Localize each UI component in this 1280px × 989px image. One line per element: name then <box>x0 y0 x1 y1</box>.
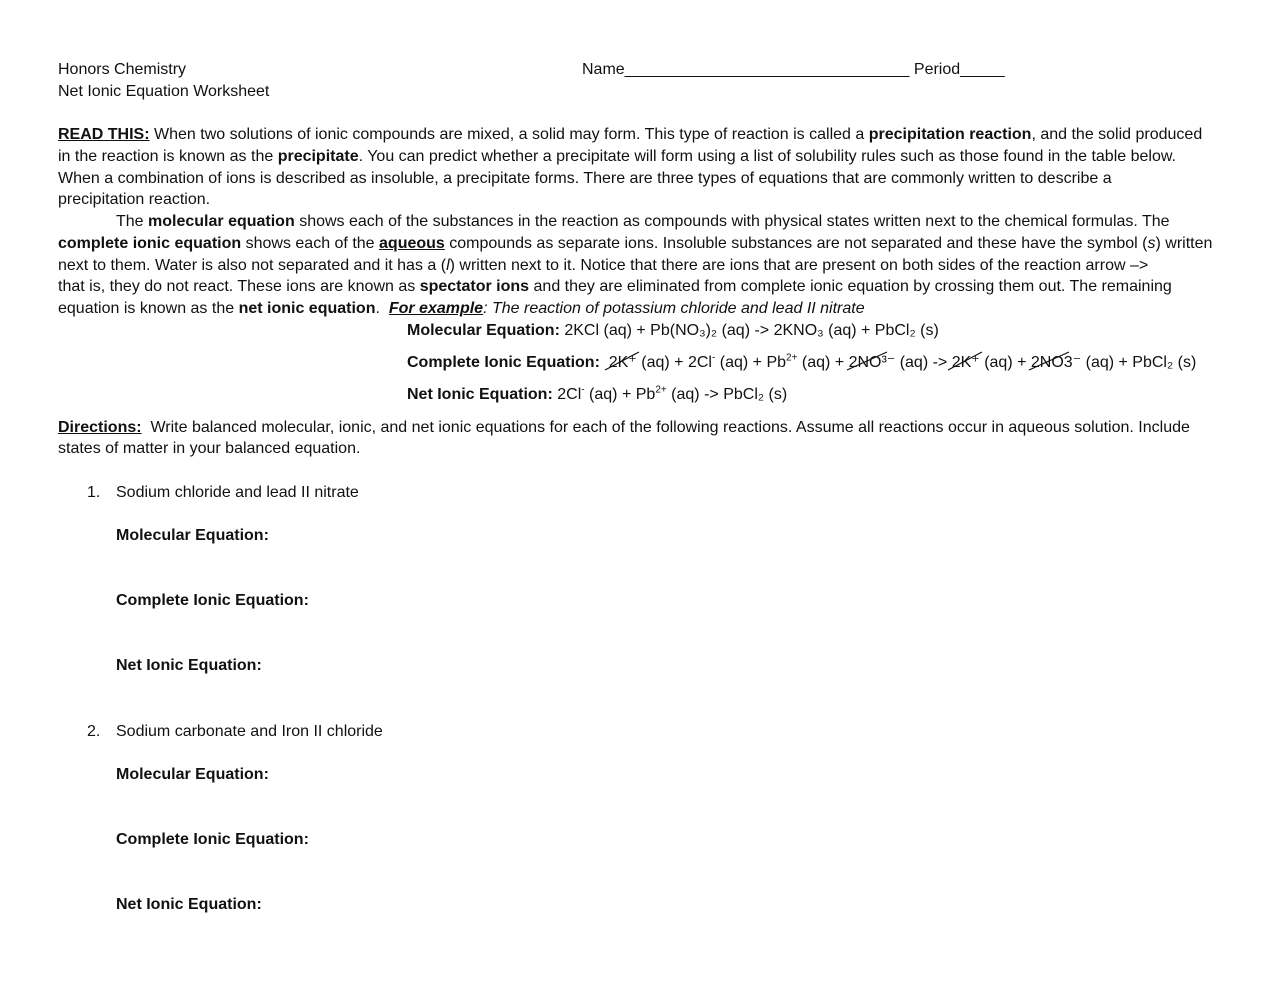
equation-part: (aq) + Pb <box>719 354 787 371</box>
read-this-text: compounds as separate ions. Insoluble substances are not separated and these have the symbol ( <box>449 235 1148 252</box>
crossed-out-no3-ion <box>849 352 896 373</box>
equation-part: (aq) + Pb <box>589 386 656 403</box>
read-this-text: ) written next to it. Notice that there are ions that are present on both sides of the reaction arrow –> <box>449 257 1149 274</box>
read-this-text: and they are eliminated from complete ionic equation by crossing them out. The remaining <box>533 278 1172 295</box>
equation-part: (aq) + <box>984 354 1027 371</box>
read-this-text: in the reaction is known as the <box>58 148 274 165</box>
read-this-text: The <box>116 213 144 230</box>
strike-mark <box>605 350 641 372</box>
read-this-text: . <box>375 300 380 317</box>
for-example-label: For example <box>388 300 484 317</box>
term-molecular-equation: molecular equation <box>148 213 295 230</box>
read-this-text: shows each of the <box>245 235 375 252</box>
problem-complete-ionic-label: Complete Ionic Equation: <box>116 592 309 609</box>
directions-line-2: states of matter in your balanced equation. <box>58 440 361 457</box>
term-aqueous: aqueous <box>379 235 445 252</box>
directions-text: Write balanced molecular, ionic, and net ionic equations for each of the following reactions. Assume all reactions occur in aqueous solution. Include <box>150 419 1190 436</box>
read-this-line-1 <box>58 124 1202 145</box>
example-net-ionic-equation <box>407 384 787 405</box>
crossed-out-no3-ion <box>1031 352 1081 373</box>
name-period-field <box>582 59 1005 80</box>
example-description: : The reaction of potassium chloride and lead II nitrate <box>483 300 865 317</box>
crossed-out-k-ion <box>609 352 637 373</box>
problem-number: 1. <box>87 484 101 501</box>
equation-part: (aq) + <box>801 354 845 371</box>
problem-title: Sodium chloride and lead II nitrate <box>116 484 359 501</box>
molecular-equation-label: Molecular Equation: <box>407 322 560 339</box>
equation-part: (aq) -> PbCl₂ (s) <box>671 386 788 403</box>
read-this-text: ) written <box>1155 235 1213 252</box>
read-this-line-8 <box>58 276 1172 297</box>
problem-complete-ionic-label: Complete Ionic Equation: <box>116 831 309 848</box>
equation-part: (aq) + PbCl₂ (s) <box>1085 354 1197 371</box>
read-this-line-3: When a combination of ions is described as insoluble, a precipitate forms. There are three types of equations that are commonly written to describe a <box>58 170 1112 187</box>
read-this-line-9 <box>58 298 865 319</box>
problem-title: Sodium carbonate and Iron II chloride <box>116 723 383 740</box>
term-precipitation-reaction: precipitation reaction <box>868 126 1032 143</box>
problem-net-ionic-label: Net Ionic Equation: <box>116 657 262 674</box>
equation-part: (aq) -> <box>899 354 948 371</box>
problem-net-ionic-label: Net Ionic Equation: <box>116 896 262 913</box>
charge-superscript: - <box>711 352 716 364</box>
read-this-line-7 <box>58 255 1148 276</box>
term-precipitate: precipitate <box>277 148 359 165</box>
charge-superscript: - <box>581 384 585 396</box>
read-this-text: shows each of the substances in the reaction as compounds with physical states written next to the chemical formulas. The <box>299 213 1170 230</box>
read-this-text: next to them. Water is also not separated and it has a ( <box>58 257 447 274</box>
crossed-out-k-ion <box>952 352 980 373</box>
course-title: Honors Chemistry <box>58 61 187 78</box>
name-label: Name <box>582 61 625 78</box>
spectator-ion-k: 2K⁺ <box>608 354 637 371</box>
period-label: Period <box>913 61 961 78</box>
charge-superscript: 2+ <box>655 384 667 396</box>
strike-mark <box>845 350 889 372</box>
read-this-heading: READ THIS: <box>58 126 150 143</box>
read-this-text: When two solutions of ionic compounds are mixed, a solid may form. This type of reaction is called a <box>154 126 865 143</box>
problem-number: 2. <box>87 723 101 740</box>
read-this-text: , and the solid produced <box>1031 126 1203 143</box>
read-this-line-4: precipitation reaction. <box>58 191 211 208</box>
spectator-ion-no3: 2NO3⁻ <box>1030 354 1082 371</box>
equation-part: (aq) + 2Cl <box>641 354 712 371</box>
equation-part: 2Cl <box>557 386 582 403</box>
molecular-equation-text: 2KCl (aq) + Pb(NO₃)₂ (aq) -> 2KNO₃ (aq) + PbCl₂ (s) <box>564 322 939 339</box>
strike-mark <box>948 350 984 372</box>
example-molecular-equation <box>407 320 939 341</box>
read-this-line-6 <box>58 233 1212 254</box>
name-blank[interactable]: ________________________________ <box>624 61 910 78</box>
term-complete-ionic-equation: complete ionic equation <box>58 235 242 252</box>
problem-molecular-label: Molecular Equation: <box>116 766 269 783</box>
read-this-line-2 <box>58 146 1176 167</box>
read-this-text: that is, they do not react. These ions are known as <box>58 278 416 295</box>
charge-superscript: 2+ <box>786 352 798 364</box>
symbol-l: l <box>446 257 450 274</box>
directions-heading: Directions: <box>58 419 142 436</box>
net-ionic-equation-label: Net Ionic Equation: <box>407 386 553 403</box>
complete-ionic-equation-label: Complete Ionic Equation: <box>407 354 600 371</box>
symbol-s: s <box>1147 235 1156 252</box>
term-spectator-ions: spectator ions <box>419 278 530 295</box>
worksheet-title: Net Ionic Equation Worksheet <box>58 83 270 100</box>
problem-molecular-label: Molecular Equation: <box>116 527 269 544</box>
read-this-text: equation is known as the <box>58 300 235 317</box>
term-net-ionic-equation: net ionic equation <box>238 300 376 317</box>
spectator-ion-no3: 2NO³⁻ <box>848 354 896 371</box>
spectator-ion-k: 2K⁺ <box>951 354 980 371</box>
read-this-text: . You can predict whether a precipitate will form using a list of solubility rules such as those found in the table below. <box>358 148 1176 165</box>
directions-line-1 <box>58 417 1190 438</box>
strike-mark <box>1027 350 1071 372</box>
example-complete-ionic-equation <box>407 352 1196 373</box>
read-this-line-5 <box>116 211 1170 232</box>
period-blank[interactable]: _____ <box>960 61 1005 78</box>
